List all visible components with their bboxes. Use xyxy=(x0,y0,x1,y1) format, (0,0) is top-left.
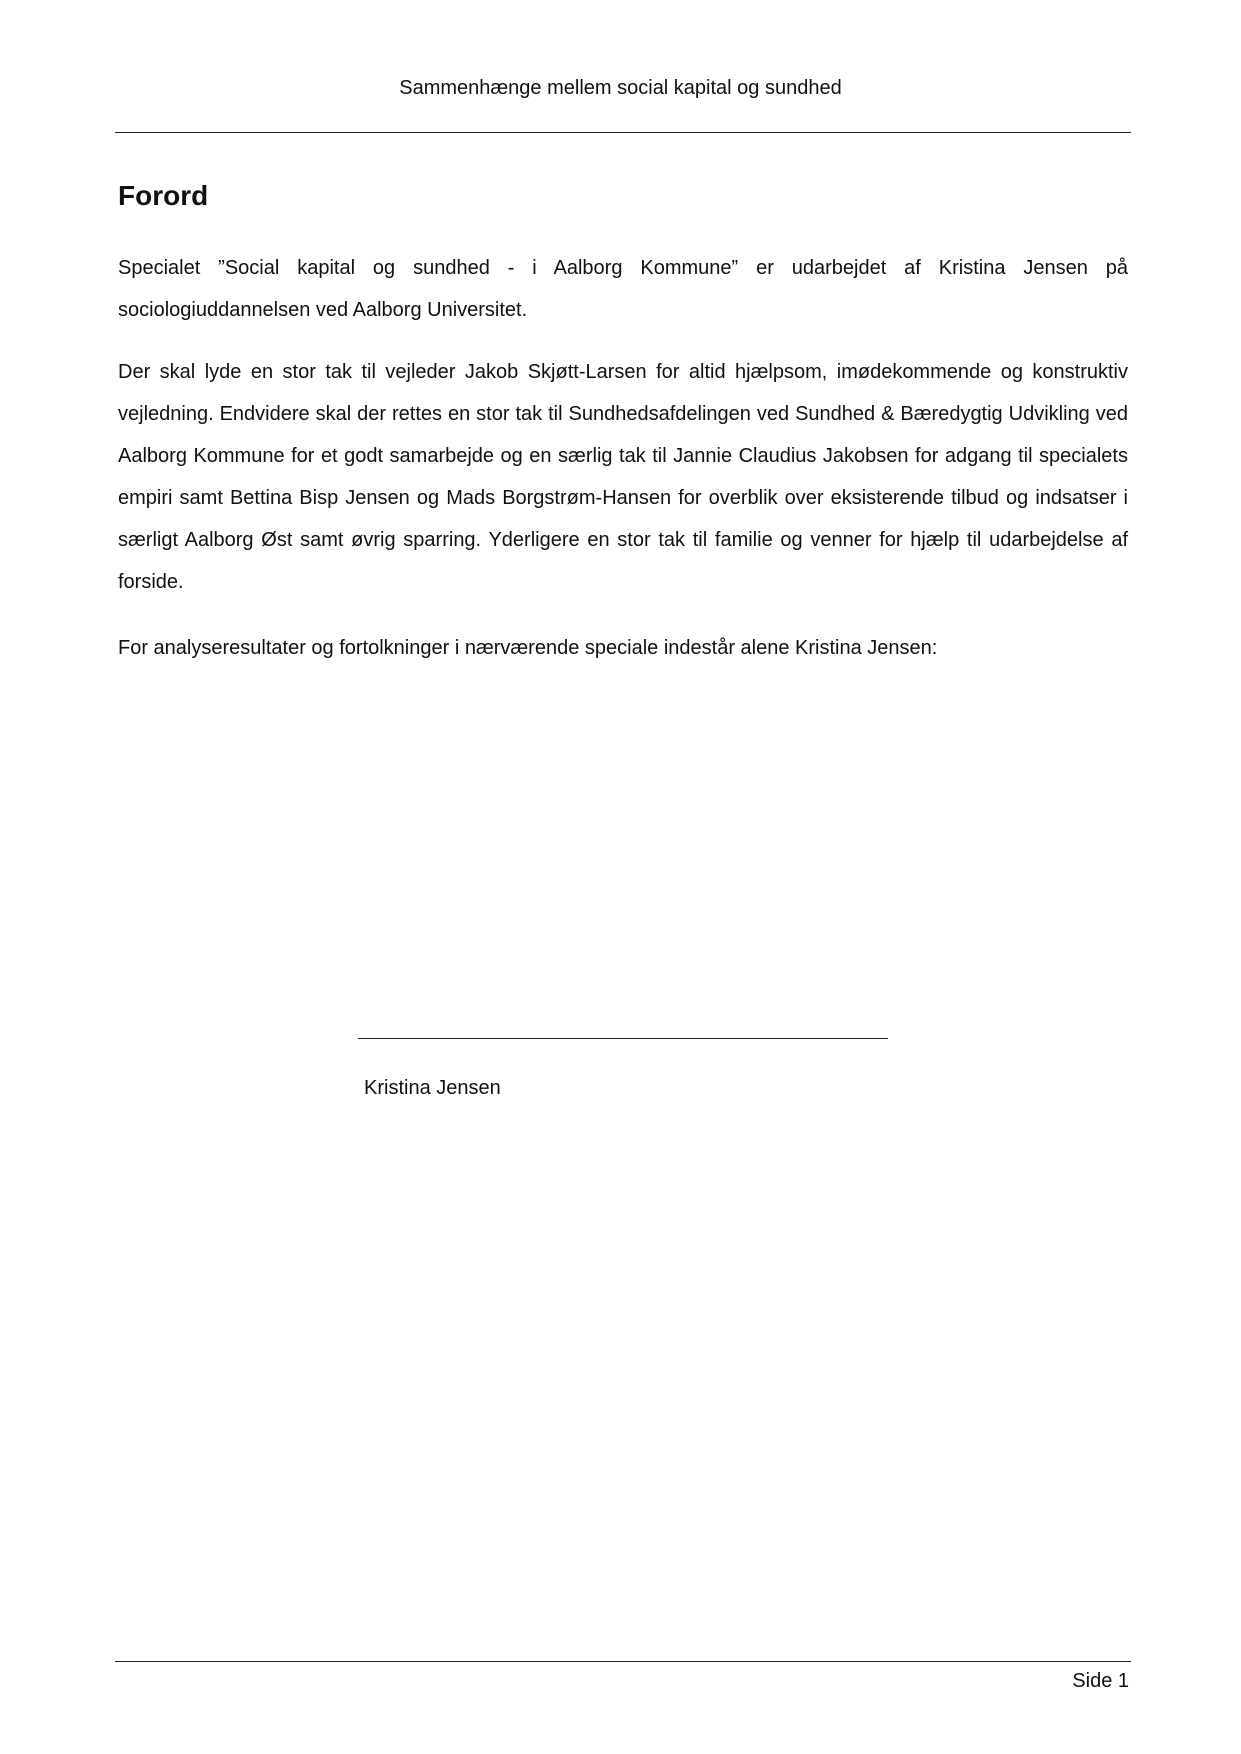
signature-line xyxy=(358,1038,888,1039)
paragraph-acknowledgements: Der skal lyde en stor tak til vejleder Jakob Skjøtt-Larsen for altid hjælpsom, imødekommende og konstruktiv vejledning. Endvidere skal der rettes en stor tak til Sundhedsafdelingen ved Sundhed & Bæredygtig Udvikling ved Aalborg Kommune for et godt samarbejde og en særlig tak til Jannie Claudius Jakobsen for adgang til specialets empiri samt Bettina Bisp Jensen og Mads Borgstrøm-Hansen for overblik over eksisterende tilbud og indsatser i særligt Aalborg Øst samt øvrig sparring. Yderligere en stor tak til familie og venner for hjælp til udarbejdelse af forside. xyxy=(118,361,1128,593)
page-number: Side 1 xyxy=(1072,1670,1129,1692)
paragraph-responsibility: For analyseresultater og fortolkninger i nærværende speciale indestår alene Kristina Jensen: xyxy=(118,637,938,659)
footer-divider xyxy=(115,1661,1131,1662)
paragraph-intro: Specialet ”Social kapital og sundhed - i Aalborg Kommune” er udarbejdet af Kristina Jensen på sociologiuddannelsen ved Aalborg Universitet. xyxy=(118,257,1128,321)
section-title: Forord xyxy=(118,180,209,211)
running-header: Sammenhænge mellem social kapital og sundhed xyxy=(399,77,842,99)
header-divider xyxy=(115,132,1131,133)
signature-name: Kristina Jensen xyxy=(364,1077,501,1099)
